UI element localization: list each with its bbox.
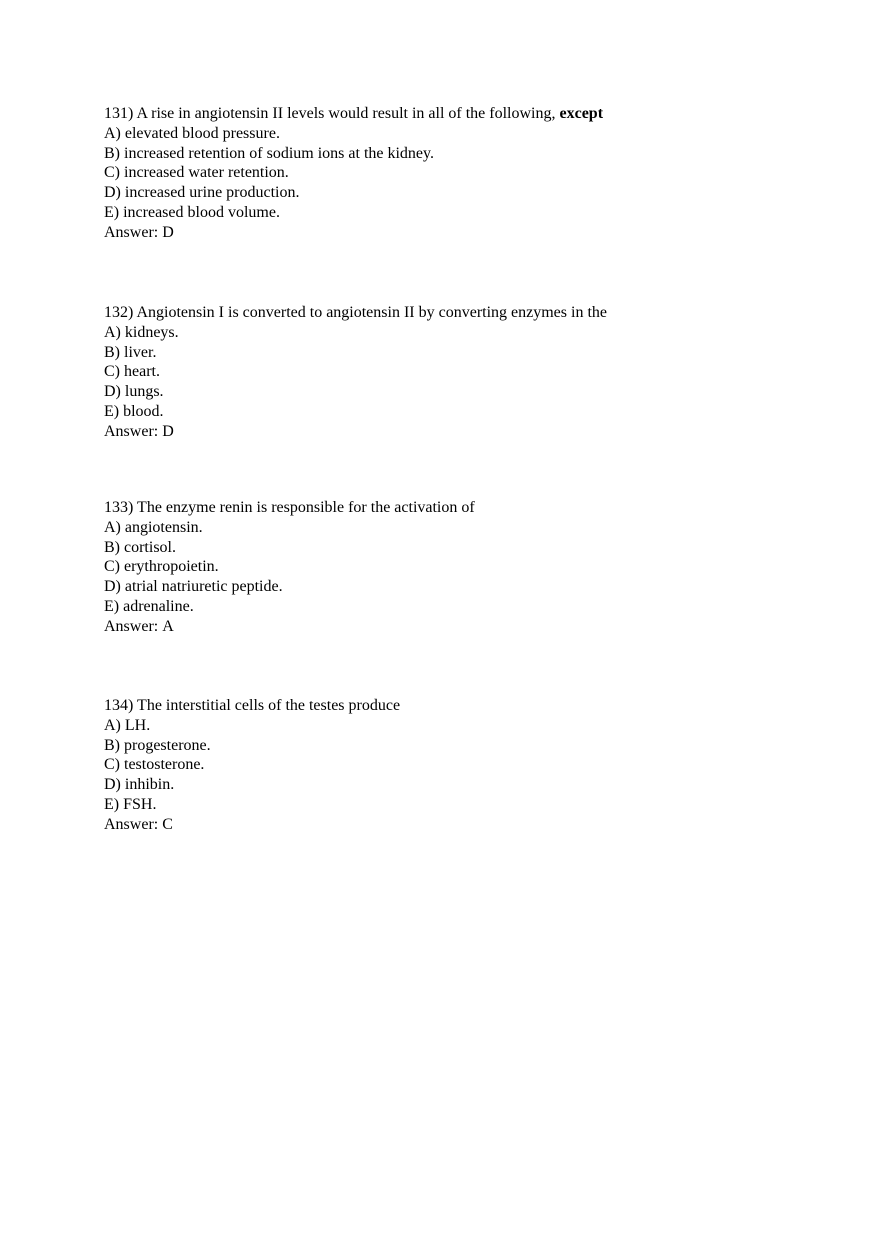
question-stem: 131) A rise in angiotensin II levels would result in all of the following, except (104, 105, 604, 122)
emphasis-except: except (559, 105, 604, 122)
option-b: B) progesterone. (104, 736, 211, 754)
answer-line (104, 422, 824, 442)
option-d: D) atrial natriuretic peptide. (104, 578, 283, 596)
option-c: C) heart. (104, 363, 160, 381)
question-132 (104, 303, 824, 442)
question-stem: 132) Angiotensin I is converted to angiotensin II by converting enzymes in the (104, 304, 607, 321)
option-c: C) erythropoietin. (104, 558, 219, 576)
answer-label: Answer: (104, 422, 159, 440)
question-stem: 134) The interstitial cells of the testes produce (104, 697, 401, 714)
option-d: D) increased urine production. (104, 184, 300, 202)
option-a: A) angiotensin. (104, 518, 203, 536)
answer-value: D (162, 223, 174, 241)
option-e: E) adrenaline. (104, 597, 194, 615)
option-a: A) kidneys. (104, 323, 179, 341)
answer-value: D (162, 422, 174, 440)
answer-label: Answer: (104, 223, 159, 241)
option-e: E) increased blood volume. (104, 203, 280, 221)
option-d: D) inhibin. (104, 776, 175, 794)
question-133 (104, 498, 824, 637)
answer-line (104, 223, 824, 243)
option-c: C) increased water retention. (104, 164, 289, 182)
answer-value: A (162, 617, 174, 635)
option-c: C) testosterone. (104, 756, 205, 774)
option-d: D) lungs. (104, 383, 164, 401)
question-134 (104, 696, 824, 835)
answer-value: C (162, 815, 173, 833)
option-e: E) FSH. (104, 795, 157, 813)
option-b: B) cortisol. (104, 538, 176, 556)
question-131 (104, 104, 824, 243)
option-a: A) elevated blood pressure. (104, 124, 280, 142)
question-stem: 133) The enzyme renin is responsible for the activation of (104, 499, 475, 516)
answer-label: Answer: (104, 617, 159, 635)
option-b: B) liver. (104, 343, 157, 361)
answer-label: Answer: (104, 815, 159, 833)
option-e: E) blood. (104, 402, 164, 420)
option-b: B) increased retention of sodium ions at the kidney. (104, 144, 434, 162)
answer-line (104, 815, 824, 835)
option-a: A) LH. (104, 716, 151, 734)
answer-line (104, 617, 824, 637)
